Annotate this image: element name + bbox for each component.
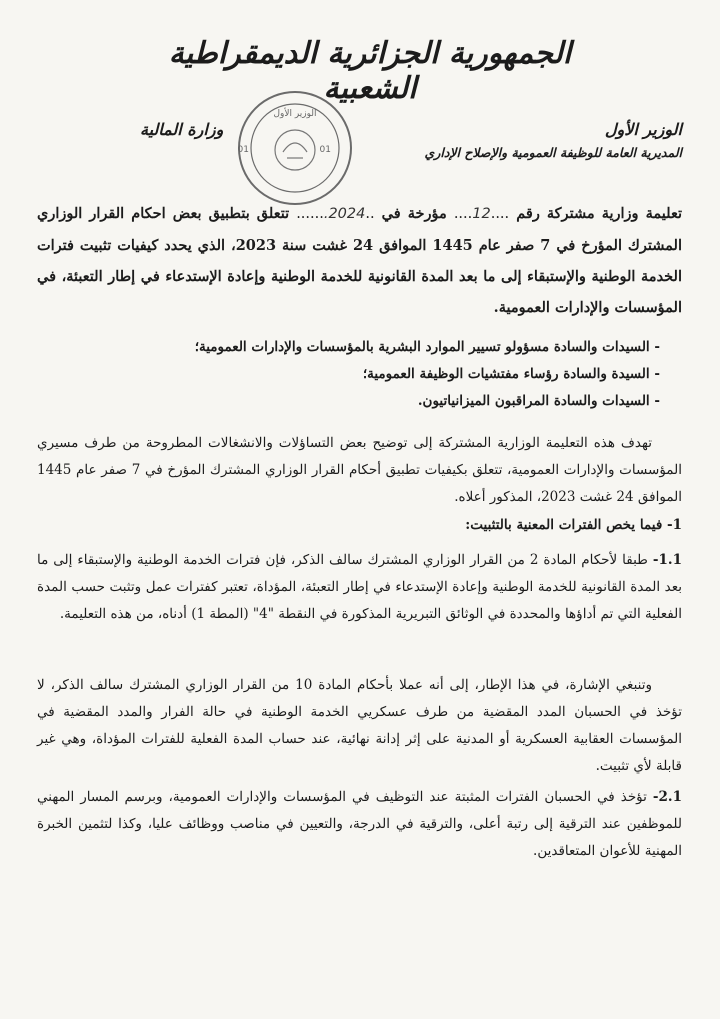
seal-label: الوزير الأول: [273, 109, 317, 119]
note-paragraph: وتنبغي الإشارة، في هذا الإطار، إلى أنه عملا بأحكام المادة 10 من القرار الوزاري المشترك سالف الذكر، لا تؤخذ في الحسبان المدد المقضية من طرف عسكريي الخدمة الوطنية في حالة الفرار والمدد المقضية في المؤسسات العقابية العسكرية أو المدنية على إثر إدانة نهائية، عند حساب المدة الفعلية للفترات المؤداة، وهي غير قابلة لأي تثبيت.: [37, 677, 682, 774]
addressee-item: - السيدة والسادة رؤساء مفتشيات الوظيفة العمومية؛: [60, 361, 660, 388]
addressee-item: - السيدات والسادة المراقبون الميزانياتيون.: [60, 388, 660, 415]
instruction-reference: تعليمة وزارية مشتركة رقم ....12.... مؤرخة في ..2024....... تتعلق بتطبيق بعض احكام القرار الوزاري المشترك المؤرخ في 7 صفر عام 1445 الموافق 24 غشت سنة 2023، الذي يحدد كيفيات تثبيت فترات الخدمة الوطنية والإستبقاء إلى ما بعد المدة القانونية للخدمة الوطنية وإعادة الإستدعاء في إطار التعبئة، في المؤسسات والإدارات العمومية.: [37, 205, 683, 316]
directorate-label: المديرية العامة للوظيفة العمومية والإصلاح الإداري: [424, 145, 682, 160]
reference-dated: مؤرخة في: [381, 205, 447, 222]
addressee-list: [60, 334, 660, 415]
addressee-item: - السيدات والسادة مسؤولو تسيير الموارد البشرية بالمؤسسات والإدارات العمومية؛: [60, 334, 660, 361]
official-seal-icon: [235, 88, 355, 208]
svg-text:01: 01: [319, 145, 331, 155]
reference-number: 12: [472, 206, 491, 222]
paragraph-1-1-number: 1.1-: [652, 552, 682, 568]
republic-title: الجمهورية الجزائرية الديمقراطية الشعبية: [168, 36, 572, 106]
section-1-heading: [465, 517, 682, 533]
reference-prefix: تعليمة وزارية مشتركة رقم: [516, 205, 682, 222]
issuer-block: [382, 120, 682, 160]
svg-text:01: 01: [237, 145, 249, 155]
intro-paragraph: تهدف هذه التعليمة الوزارية المشتركة إلى توضيح بعض التساؤلات والانشغالات المطروحة من طرف مسيري المؤسسات والإدارات العمومية، تتعلق بكيفيات تطبيق أحكام القرار الوزاري المشترك المؤرخ في 7 صفر عام 1445 الموافق 24 غشت 2023، المذكور أعلاه.: [37, 435, 682, 505]
paragraph-2-1: [37, 784, 682, 865]
paragraph-2-1-text: تؤخذ في الحسبان الفترات المثبتة عند التوظيف في المؤسسات والإدارات العمومية، وبرسم المسار المهني للموظفين عند الترقية إلى رتبة أعلى، والترقية في الدرجة، والتعيين في مناصب ووظائف عليا، وكذا لتثمين الخبرة المهنية للأعوان المتعاقدين.: [37, 789, 682, 859]
section-1-title: فيما يخص الفترات المعنية بالتثبيت:: [465, 517, 663, 533]
paragraph-1-1-text: طبقا لأحكام المادة 2 من القرار الوزاري المشترك سالف الذكر، فإن فترات الخدمة الوطنية والإستبقاء إلى ما بعد المدة القانونية للخدمة الوطنية وإعادة الإستدعاء في إطار التعبئة، المؤداة، تعتبر كفترات عمل وتثبت حسب المدة الفعلية التي تم أداؤها والمحددة في الوثائق التبريرية المذكورة في النقطة "4" (المطة 1) أدناه، من هذه التعليمة.: [37, 552, 682, 622]
section-1-number: 1-: [666, 517, 682, 533]
finance-ministry-label: وزارة المالية: [140, 120, 224, 139]
reference-body: تتعلق بتطبيق بعض احكام القرار الوزاري المشترك المؤرخ في 7 صفر عام 1445 الموافق 24 غشت سنة 2023، الذي يحدد كيفيات تثبيت فترات الخدمة الوطنية والإستبقاء إلى ما بعد المدة القانونية للخدمة الوطنية وإعادة الإستدعاء في إطار التعبئة، في المؤسسات والإدارات العمومية.: [37, 205, 683, 316]
paragraph-1-1: [37, 547, 682, 628]
paragraph-2-1-number: 2.1-: [652, 789, 682, 805]
prime-minister-label: الوزير الأول: [604, 120, 682, 139]
reference-date: 2024.: [323, 206, 366, 222]
